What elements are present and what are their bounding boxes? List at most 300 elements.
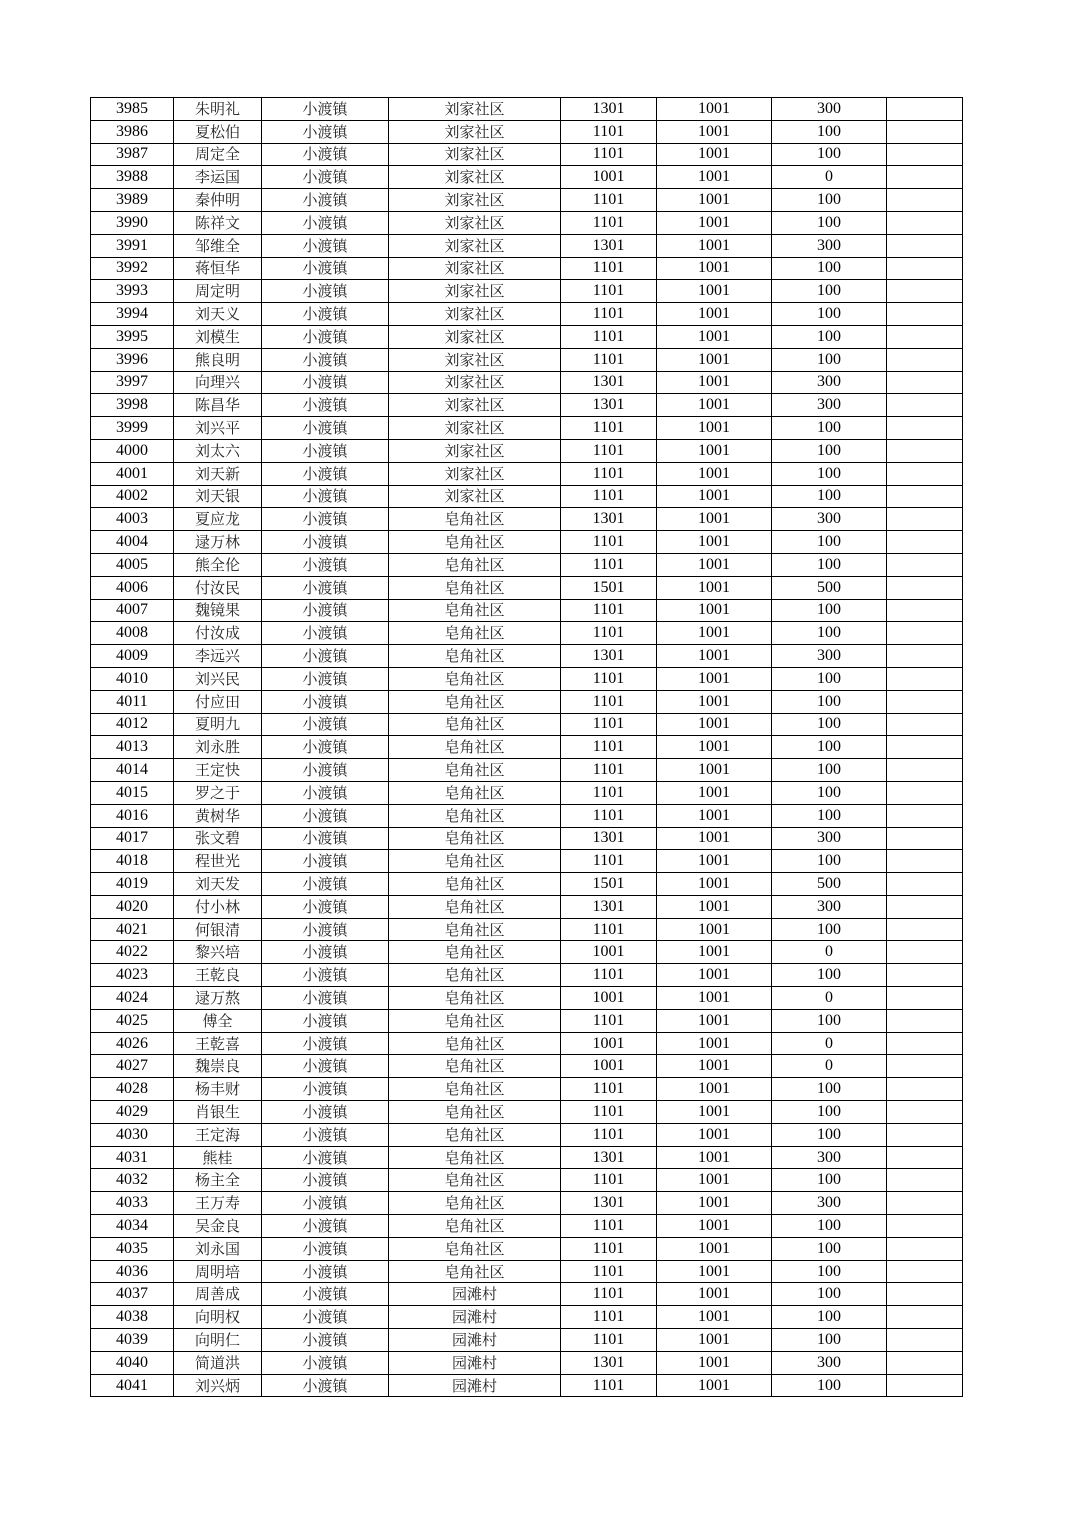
town-cell: 小渡镇 (262, 781, 389, 804)
table-row (91, 439, 963, 462)
remark-cell (887, 1169, 963, 1192)
remark-cell (887, 964, 963, 987)
town-cell: 小渡镇 (262, 1329, 389, 1352)
community-cell: 皂角社区 (389, 690, 561, 713)
town-cell: 小渡镇 (262, 508, 389, 531)
community-cell: 园滩村 (389, 1329, 561, 1352)
serial-number-cell: 4001 (91, 462, 174, 485)
amount-cell: 100 (772, 143, 887, 166)
table-row (91, 98, 963, 121)
table-row (91, 667, 963, 690)
community-cell: 刘家社区 (389, 371, 561, 394)
table-row (91, 895, 963, 918)
table-row (91, 1260, 963, 1283)
code-cell: 1101 (561, 622, 657, 645)
name-cell: 夏应龙 (174, 508, 262, 531)
base-code-cell: 1001 (657, 325, 772, 348)
table-row (91, 325, 963, 348)
table-row (91, 166, 963, 189)
serial-number-cell: 4004 (91, 531, 174, 554)
amount-cell: 100 (772, 599, 887, 622)
name-cell: 程世光 (174, 850, 262, 873)
town-cell: 小渡镇 (262, 918, 389, 941)
base-code-cell: 1001 (657, 189, 772, 212)
serial-number-cell: 3993 (91, 280, 174, 303)
table-row (91, 599, 963, 622)
community-cell: 园滩村 (389, 1306, 561, 1329)
name-cell: 夏明九 (174, 713, 262, 736)
town-cell: 小渡镇 (262, 1055, 389, 1078)
remark-cell (887, 667, 963, 690)
remark-cell (887, 1078, 963, 1101)
remark-cell (887, 485, 963, 508)
code-cell: 1301 (561, 234, 657, 257)
town-cell: 小渡镇 (262, 804, 389, 827)
code-cell: 1101 (561, 120, 657, 143)
remark-cell (887, 166, 963, 189)
base-code-cell: 1001 (657, 1306, 772, 1329)
record-table (90, 97, 963, 1397)
community-cell: 皂角社区 (389, 804, 561, 827)
base-code-cell: 1001 (657, 417, 772, 440)
community-cell: 刘家社区 (389, 485, 561, 508)
community-cell: 皂角社区 (389, 713, 561, 736)
community-cell: 皂角社区 (389, 850, 561, 873)
town-cell: 小渡镇 (262, 736, 389, 759)
base-code-cell: 1001 (657, 553, 772, 576)
serial-number-cell: 3988 (91, 166, 174, 189)
serial-number-cell: 4009 (91, 645, 174, 668)
base-code-cell: 1001 (657, 1101, 772, 1124)
base-code-cell: 1001 (657, 280, 772, 303)
base-code-cell: 1001 (657, 1055, 772, 1078)
remark-cell (887, 508, 963, 531)
code-cell: 1101 (561, 1237, 657, 1260)
community-cell: 刘家社区 (389, 325, 561, 348)
name-cell: 何银清 (174, 918, 262, 941)
community-cell: 园滩村 (389, 1374, 561, 1397)
amount-cell: 100 (772, 918, 887, 941)
town-cell: 小渡镇 (262, 485, 389, 508)
community-cell: 皂角社区 (389, 622, 561, 645)
amount-cell: 100 (772, 667, 887, 690)
name-cell: 刘太六 (174, 439, 262, 462)
amount-cell: 100 (772, 462, 887, 485)
base-code-cell: 1001 (657, 1032, 772, 1055)
amount-cell: 100 (772, 531, 887, 554)
base-code-cell: 1001 (657, 759, 772, 782)
town-cell: 小渡镇 (262, 1283, 389, 1306)
amount-cell: 100 (772, 1078, 887, 1101)
community-cell: 刘家社区 (389, 120, 561, 143)
community-cell: 皂角社区 (389, 1078, 561, 1101)
table-row (91, 531, 963, 554)
name-cell: 熊桂 (174, 1146, 262, 1169)
community-cell: 皂角社区 (389, 736, 561, 759)
serial-number-cell: 4000 (91, 439, 174, 462)
community-cell: 皂角社区 (389, 759, 561, 782)
serial-number-cell: 4034 (91, 1215, 174, 1238)
code-cell: 1101 (561, 1306, 657, 1329)
base-code-cell: 1001 (657, 667, 772, 690)
community-cell: 皂角社区 (389, 1169, 561, 1192)
town-cell: 小渡镇 (262, 827, 389, 850)
base-code-cell: 1001 (657, 120, 772, 143)
amount-cell: 300 (772, 394, 887, 417)
table-row (91, 850, 963, 873)
amount-cell: 300 (772, 234, 887, 257)
name-cell: 王乾喜 (174, 1032, 262, 1055)
serial-number-cell: 4007 (91, 599, 174, 622)
amount-cell: 100 (772, 417, 887, 440)
amount-cell: 100 (772, 1215, 887, 1238)
name-cell: 刘模生 (174, 325, 262, 348)
name-cell: 肖银生 (174, 1101, 262, 1124)
remark-cell (887, 280, 963, 303)
code-cell: 1101 (561, 531, 657, 554)
code-cell: 1101 (561, 143, 657, 166)
town-cell: 小渡镇 (262, 1215, 389, 1238)
base-code-cell: 1001 (657, 1146, 772, 1169)
amount-cell: 100 (772, 1306, 887, 1329)
community-cell: 皂角社区 (389, 1123, 561, 1146)
remark-cell (887, 98, 963, 121)
serial-number-cell: 3985 (91, 98, 174, 121)
serial-number-cell: 4030 (91, 1123, 174, 1146)
remark-cell (887, 257, 963, 280)
community-cell: 皂角社区 (389, 1237, 561, 1260)
remark-cell (887, 1055, 963, 1078)
name-cell: 邹维全 (174, 234, 262, 257)
serial-number-cell: 4036 (91, 1260, 174, 1283)
serial-number-cell: 4037 (91, 1283, 174, 1306)
base-code-cell: 1001 (657, 918, 772, 941)
base-code-cell: 1001 (657, 1192, 772, 1215)
remark-cell (887, 1237, 963, 1260)
name-cell: 付小林 (174, 895, 262, 918)
amount-cell: 0 (772, 1055, 887, 1078)
serial-number-cell: 3990 (91, 211, 174, 234)
amount-cell: 100 (772, 120, 887, 143)
serial-number-cell: 4008 (91, 622, 174, 645)
town-cell: 小渡镇 (262, 1351, 389, 1374)
community-cell: 刘家社区 (389, 394, 561, 417)
community-cell: 刘家社区 (389, 257, 561, 280)
amount-cell: 100 (772, 1101, 887, 1124)
community-cell: 刘家社区 (389, 234, 561, 257)
serial-number-cell: 4023 (91, 964, 174, 987)
base-code-cell: 1001 (657, 1351, 772, 1374)
name-cell: 刘兴民 (174, 667, 262, 690)
code-cell: 1101 (561, 303, 657, 326)
code-cell: 1101 (561, 325, 657, 348)
code-cell: 1301 (561, 1351, 657, 1374)
name-cell: 李运国 (174, 166, 262, 189)
community-cell: 皂角社区 (389, 576, 561, 599)
town-cell: 小渡镇 (262, 873, 389, 896)
name-cell: 周明培 (174, 1260, 262, 1283)
base-code-cell: 1001 (657, 781, 772, 804)
town-cell: 小渡镇 (262, 303, 389, 326)
code-cell: 1001 (561, 1032, 657, 1055)
base-code-cell: 1001 (657, 234, 772, 257)
code-cell: 1101 (561, 918, 657, 941)
serial-number-cell: 4019 (91, 873, 174, 896)
base-code-cell: 1001 (657, 1260, 772, 1283)
community-cell: 皂角社区 (389, 1009, 561, 1032)
table-row (91, 508, 963, 531)
code-cell: 1101 (561, 1329, 657, 1352)
table-row (91, 576, 963, 599)
base-code-cell: 1001 (657, 804, 772, 827)
code-cell: 1101 (561, 189, 657, 212)
serial-number-cell: 4013 (91, 736, 174, 759)
serial-number-cell: 4032 (91, 1169, 174, 1192)
amount-cell: 100 (772, 1260, 887, 1283)
town-cell: 小渡镇 (262, 713, 389, 736)
base-code-cell: 1001 (657, 1215, 772, 1238)
table-row (91, 462, 963, 485)
town-cell: 小渡镇 (262, 189, 389, 212)
community-cell: 刘家社区 (389, 303, 561, 326)
name-cell: 刘永胜 (174, 736, 262, 759)
remark-cell (887, 417, 963, 440)
table-row (91, 1101, 963, 1124)
town-cell: 小渡镇 (262, 1260, 389, 1283)
code-cell: 1301 (561, 1146, 657, 1169)
code-cell: 1101 (561, 1078, 657, 1101)
remark-cell (887, 1306, 963, 1329)
name-cell: 魏崇良 (174, 1055, 262, 1078)
community-cell: 刘家社区 (389, 348, 561, 371)
amount-cell: 100 (772, 804, 887, 827)
table-row (91, 804, 963, 827)
code-cell: 1101 (561, 713, 657, 736)
serial-number-cell: 4018 (91, 850, 174, 873)
table-row (91, 941, 963, 964)
code-cell: 1101 (561, 690, 657, 713)
community-cell: 皂角社区 (389, 1146, 561, 1169)
remark-cell (887, 1009, 963, 1032)
name-cell: 罗之于 (174, 781, 262, 804)
town-cell: 小渡镇 (262, 553, 389, 576)
base-code-cell: 1001 (657, 98, 772, 121)
remark-cell (887, 736, 963, 759)
amount-cell: 0 (772, 941, 887, 964)
base-code-cell: 1001 (657, 987, 772, 1010)
remark-cell (887, 690, 963, 713)
code-cell: 1101 (561, 1283, 657, 1306)
name-cell: 周善成 (174, 1283, 262, 1306)
name-cell: 刘天新 (174, 462, 262, 485)
town-cell: 小渡镇 (262, 964, 389, 987)
remark-cell (887, 553, 963, 576)
serial-number-cell: 4031 (91, 1146, 174, 1169)
base-code-cell: 1001 (657, 462, 772, 485)
base-code-cell: 1001 (657, 941, 772, 964)
table-row (91, 987, 963, 1010)
amount-cell: 100 (772, 1009, 887, 1032)
table-row (91, 736, 963, 759)
amount-cell: 100 (772, 1283, 887, 1306)
code-cell: 1101 (561, 485, 657, 508)
remark-cell (887, 234, 963, 257)
community-cell: 皂角社区 (389, 531, 561, 554)
name-cell: 付汝成 (174, 622, 262, 645)
amount-cell: 100 (772, 736, 887, 759)
remark-cell (887, 303, 963, 326)
name-cell: 刘兴炳 (174, 1374, 262, 1397)
community-cell: 皂角社区 (389, 1215, 561, 1238)
code-cell: 1301 (561, 371, 657, 394)
name-cell: 王定快 (174, 759, 262, 782)
name-cell: 熊全伦 (174, 553, 262, 576)
town-cell: 小渡镇 (262, 1237, 389, 1260)
name-cell: 王定海 (174, 1123, 262, 1146)
amount-cell: 300 (772, 895, 887, 918)
code-cell: 1101 (561, 964, 657, 987)
remark-cell (887, 850, 963, 873)
remark-cell (887, 918, 963, 941)
code-cell: 1101 (561, 417, 657, 440)
serial-number-cell: 4040 (91, 1351, 174, 1374)
community-cell: 刘家社区 (389, 462, 561, 485)
remark-cell (887, 1146, 963, 1169)
table-row (91, 1169, 963, 1192)
serial-number-cell: 3992 (91, 257, 174, 280)
code-cell: 1501 (561, 873, 657, 896)
amount-cell: 100 (772, 781, 887, 804)
remark-cell (887, 804, 963, 827)
town-cell: 小渡镇 (262, 348, 389, 371)
amount-cell: 100 (772, 485, 887, 508)
base-code-cell: 1001 (657, 371, 772, 394)
amount-cell: 300 (772, 1192, 887, 1215)
town-cell: 小渡镇 (262, 759, 389, 782)
code-cell: 1101 (561, 759, 657, 782)
serial-number-cell: 4005 (91, 553, 174, 576)
name-cell: 付应田 (174, 690, 262, 713)
community-cell: 皂角社区 (389, 987, 561, 1010)
community-cell: 皂角社区 (389, 781, 561, 804)
code-cell: 1101 (561, 280, 657, 303)
town-cell: 小渡镇 (262, 1374, 389, 1397)
community-cell: 皂角社区 (389, 508, 561, 531)
town-cell: 小渡镇 (262, 576, 389, 599)
serial-number-cell: 4002 (91, 485, 174, 508)
serial-number-cell: 4039 (91, 1329, 174, 1352)
table-row (91, 873, 963, 896)
amount-cell: 100 (772, 1374, 887, 1397)
serial-number-cell: 3987 (91, 143, 174, 166)
remark-cell (887, 189, 963, 212)
amount-cell: 500 (772, 576, 887, 599)
community-cell: 皂角社区 (389, 645, 561, 668)
community-cell: 刘家社区 (389, 439, 561, 462)
town-cell: 小渡镇 (262, 895, 389, 918)
amount-cell: 100 (772, 280, 887, 303)
table-row (91, 280, 963, 303)
code-cell: 1101 (561, 1215, 657, 1238)
base-code-cell: 1001 (657, 895, 772, 918)
amount-cell: 100 (772, 439, 887, 462)
town-cell: 小渡镇 (262, 120, 389, 143)
remark-cell (887, 211, 963, 234)
remark-cell (887, 1374, 963, 1397)
serial-number-cell: 4024 (91, 987, 174, 1010)
code-cell: 1101 (561, 667, 657, 690)
name-cell: 向理兴 (174, 371, 262, 394)
community-cell: 刘家社区 (389, 143, 561, 166)
town-cell: 小渡镇 (262, 211, 389, 234)
amount-cell: 100 (772, 850, 887, 873)
base-code-cell: 1001 (657, 827, 772, 850)
community-cell: 皂角社区 (389, 827, 561, 850)
serial-number-cell: 4035 (91, 1237, 174, 1260)
code-cell: 1001 (561, 941, 657, 964)
town-cell: 小渡镇 (262, 462, 389, 485)
table-row (91, 1215, 963, 1238)
amount-cell: 300 (772, 1351, 887, 1374)
amount-cell: 300 (772, 98, 887, 121)
table-row (91, 918, 963, 941)
code-cell: 1101 (561, 599, 657, 622)
table-row (91, 234, 963, 257)
serial-number-cell: 4022 (91, 941, 174, 964)
town-cell: 小渡镇 (262, 645, 389, 668)
community-cell: 刘家社区 (389, 98, 561, 121)
base-code-cell: 1001 (657, 576, 772, 599)
table-row (91, 759, 963, 782)
town-cell: 小渡镇 (262, 166, 389, 189)
base-code-cell: 1001 (657, 394, 772, 417)
name-cell: 李远兴 (174, 645, 262, 668)
name-cell: 陈昌华 (174, 394, 262, 417)
name-cell: 张文碧 (174, 827, 262, 850)
remark-cell (887, 439, 963, 462)
town-cell: 小渡镇 (262, 1032, 389, 1055)
table-row (91, 1055, 963, 1078)
town-cell: 小渡镇 (262, 1146, 389, 1169)
table-row (91, 417, 963, 440)
base-code-cell: 1001 (657, 143, 772, 166)
amount-cell: 100 (772, 1329, 887, 1352)
amount-cell: 100 (772, 348, 887, 371)
name-cell: 陈祥文 (174, 211, 262, 234)
community-cell: 皂角社区 (389, 667, 561, 690)
code-cell: 1001 (561, 987, 657, 1010)
table-row (91, 1351, 963, 1374)
serial-number-cell: 4038 (91, 1306, 174, 1329)
town-cell: 小渡镇 (262, 1192, 389, 1215)
remark-cell (887, 1101, 963, 1124)
serial-number-cell: 4011 (91, 690, 174, 713)
community-cell: 皂角社区 (389, 873, 561, 896)
amount-cell: 300 (772, 508, 887, 531)
base-code-cell: 1001 (657, 485, 772, 508)
name-cell: 朱明礼 (174, 98, 262, 121)
code-cell: 1101 (561, 1123, 657, 1146)
table-row (91, 143, 963, 166)
serial-number-cell: 3997 (91, 371, 174, 394)
remark-cell (887, 1283, 963, 1306)
code-cell: 1101 (561, 1101, 657, 1124)
town-cell: 小渡镇 (262, 325, 389, 348)
amount-cell: 100 (772, 189, 887, 212)
table-row (91, 1329, 963, 1352)
community-cell: 皂角社区 (389, 1260, 561, 1283)
name-cell: 王万寿 (174, 1192, 262, 1215)
